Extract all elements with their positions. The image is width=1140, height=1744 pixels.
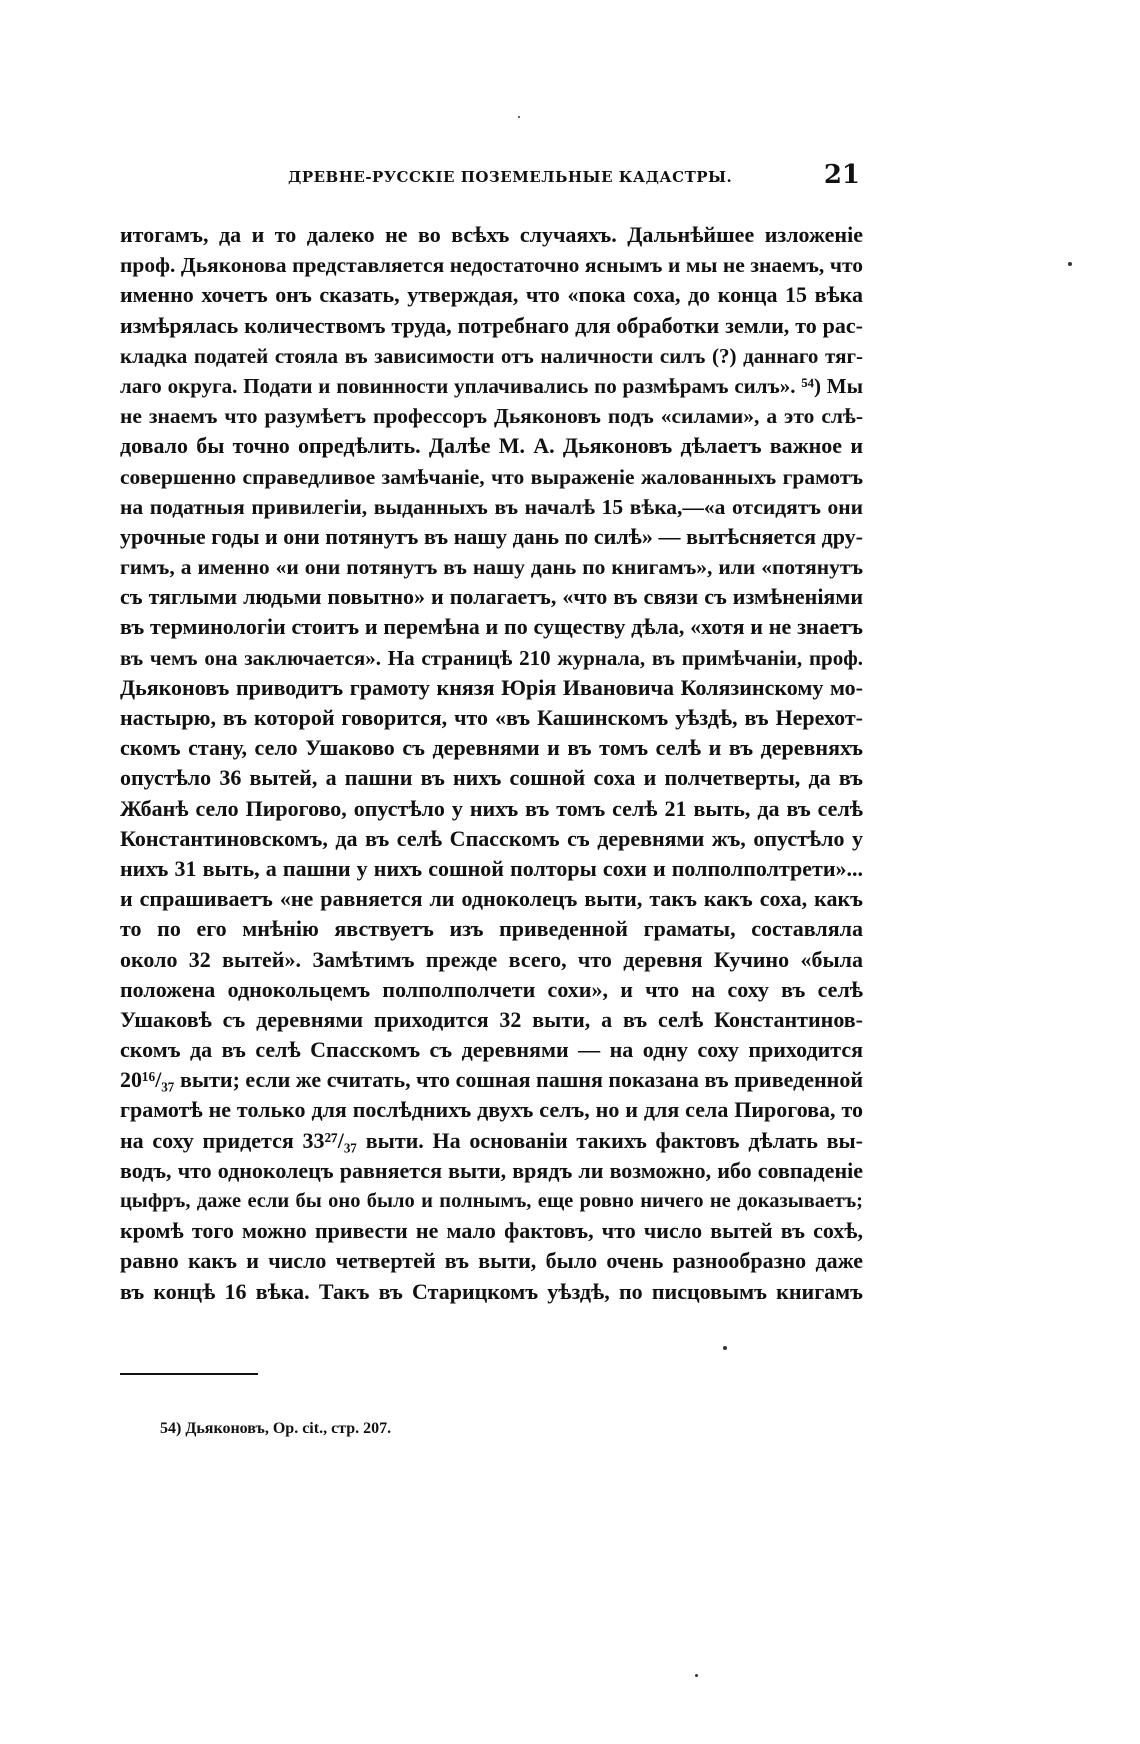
text-line: Ушаковѣ съ деревнями приходится 32 выти, а въ селѣ Константинов-: [120, 1006, 863, 1032]
text-line: Константиновскомъ, да въ селѣ Спасскомъ съ деревнями жъ, опустѣло у: [120, 825, 863, 851]
text-line: съ тяглыми людьми повытно» и полагаетъ, «что въ связи съ измѣненіями: [120, 584, 863, 610]
text-line: настырю, въ которой говорится, что «въ Кашинскомъ уѣздѣ, въ Нерехот-: [120, 705, 863, 730]
text-line: въ концѣ 16 вѣка. Такъ въ Старицкомъ уѣздѣ, по писцовымъ книгамъ: [120, 1278, 863, 1304]
text-line: гимъ, а именно «и они потянутъ въ нашу дань по книгамъ», или «потянутъ: [120, 555, 863, 580]
text-line: въ чемъ она заключается». На страницѣ 210 журнала, въ примѣчаніи, проф.: [120, 645, 863, 670]
text-line: около 32 вытей». Замѣтимъ прежде всего, что деревня Кучино «была: [120, 946, 863, 972]
text-line: водъ, что одноколецъ равняется выти, врядъ ли возможно, ибо совпаденіе: [120, 1157, 863, 1183]
text-line: опустѣло 36 вытей, а пашни въ нихъ сошной соха и полчетверты, да въ: [120, 765, 863, 791]
page-number: 21: [823, 160, 860, 190]
scan-speck: [695, 1674, 698, 1677]
text-line: 20¹⁶/₃₇ выти; если же считать, что сошная пашня показана въ приведенной: [120, 1067, 863, 1093]
text-line: то по его мнѣнію явствуетъ изъ приведенной граматы, составляла: [120, 916, 863, 942]
text-line: въ терминологіи стоитъ и перемѣна и по существу дѣла, «хотя и не знаетъ: [120, 614, 863, 640]
text-line: кромѣ того можно привести не мало фактовъ, что число вытей въ сохѣ,: [120, 1218, 863, 1244]
text-line: именно хочетъ онъ сказать, утверждая, что «пока соха, до конца 15 вѣка: [120, 282, 863, 308]
text-line: положена однокольцемъ полполполчети сохи», и что на соху въ селѣ: [120, 976, 863, 1002]
text-line: равно какъ и число четвертей въ выти, было очень разнообразно даже: [120, 1248, 863, 1274]
text-line: измѣрялась количествомъ труда, потребнаго для обработки земли, то рас-: [120, 312, 863, 338]
text-line: и спрашиваетъ «не равняется ли одноколецъ выти, такъ какъ соха, какъ: [120, 886, 863, 912]
scan-speck: [1068, 262, 1072, 266]
text-line: лаго округа. Подати и повинности уплачивались по размѣрамъ силъ». ⁵⁴) Мы: [120, 373, 863, 398]
text-line: на соху придется 33²⁷/₃₇ выти. На основаніи такихъ фактовъ дѣлать вы-: [120, 1127, 863, 1153]
text-line: урочные годы и они потянутъ въ нашу дань по силѣ» — вытѣсняется дру-: [120, 523, 863, 549]
text-line: грамотѣ не только для послѣднихъ двухъ селъ, но и для села Пирогова, то: [120, 1097, 863, 1123]
text-line: скомъ да въ селѣ Спасскомъ съ деревнями — на одну соху приходится: [120, 1037, 863, 1063]
text-line: цыфръ, даже если бы оно было и полнымъ, еще ровно ничего не доказываетъ;: [120, 1190, 863, 1212]
text-line: на податныя привилегіи, выданныхъ въ началѣ 15 вѣка,—«а отсидятъ они: [120, 494, 863, 519]
text-line: проф. Дьяконова представляется недостаточно яснымъ и мы не знаемъ, что: [120, 253, 863, 278]
text-line: кладка податей стояла въ зависимости отъ наличности силъ (?) даннаго тяг-: [120, 343, 863, 368]
text-line: довало бы точно опредѣлить. Далѣе М. А. Дьяконовъ дѣлаетъ важное и: [120, 433, 863, 459]
text-line: не знаемъ что разумѣетъ профессоръ Дьяконовъ подъ «силами», а это слѣ-: [120, 404, 863, 429]
scan-speck: [518, 116, 520, 118]
text-line: скомъ стану, село Ушаково съ деревнями и въ томъ селѣ и въ деревняхъ: [120, 735, 863, 761]
body-text: [120, 220, 863, 1307]
text-line: Жбанѣ село Пирогово, опустѣло у нихъ въ томъ селѣ 21 выть, да въ селѣ: [120, 795, 863, 821]
text-line: совершенно справедливое замѣчаніе, что выраженіе жалованныхъ грамотъ: [120, 464, 863, 489]
page-header: [120, 160, 860, 196]
footnote-rule: [120, 1373, 258, 1375]
scan-speck: [723, 1346, 727, 1350]
running-title: ДРЕВНЕ-РУССКІЕ ПОЗЕМЕЛЬНЫЕ КАДАСТРЫ.: [288, 168, 733, 186]
text-line: нихъ 31 выть, а пашни у нихъ сошной полторы сохи и полполполтрети»...: [120, 855, 863, 881]
footnote: 54) Дьяконовъ, Op. cit., стр. 207.: [160, 1420, 392, 1437]
text-line: Дьяконовъ приводитъ грамоту князя Юрія Ивановича Колязинскому мо-: [120, 674, 863, 700]
text-line: итогамъ, да и то далеко не во всѣхъ случаяхъ. Дальнѣйшее изложеніе: [120, 222, 863, 247]
